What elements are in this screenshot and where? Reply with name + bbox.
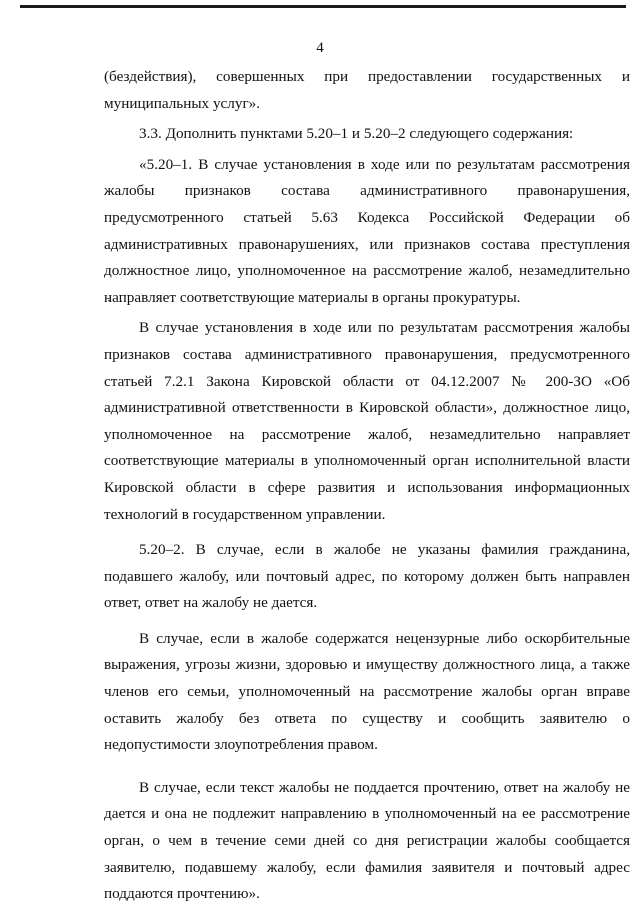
paragraph-unreadable-text: В случае, если текст жалобы не поддается прочтению, ответ на жалобу не дается и она не подлежит направлению в уполномоченный на ее рассмотрение орган, о чем в течение семи дней со дня регистрации жалобы сообщается заявителю, подавшему жалобу, если фамилия заявителя и почтовый адрес поддаются прочтению».: [104, 778, 630, 903]
top-border-line: [20, 5, 626, 8]
paragraph-5-20-2: 5.20–2. В случае, если в жалобе не указаны фамилия гражданина, подавшего жалобу, или почтовый адрес, по которому должен быть направлен ответ, ответ на жалобу не дается.: [104, 541, 630, 612]
paragraph-continuation: (бездействия), совершенных при предоставлении государственных и муниципальных услуг».: [104, 68, 630, 112]
paragraph-offensive-content: В случае, если в жалобе содержатся нецензурные либо оскорбительные выражения, угрозы жизни, здоровью и имуществу должностного лица, а также членов его семьи, уполномоченный на рассмотрение жалобы орган вправе оставить жалобу без ответа по существу и сообщить заявителю о недопустимости злоупотребления правом.: [104, 629, 630, 754]
paragraph-kirov-law: В случае установления в ходе или по результатам рассмотрения жалобы признаков состава административного правонарушения, предусмотренного статьей 7.2.1 Закона Кировской области от 04.12.2007 № 200-ЗО «Об административной ответственности в Кировской области», должностное лицо, уполномоченное на рассмотрение жалоб, незамедлительно направляет соответствующие материалы в уполномоченный орган исполнительной власти Кировской области в сфере развития и использования информационных технологий в государственном управлении.: [104, 319, 630, 523]
page-number: 4: [316, 40, 324, 56]
paragraph-5-20-1: «5.20–1. В случае установления в ходе или по результатам рассмотрения жалобы признаков состава административного правонарушения, предусмотренного статьей 5.63 Кодекса Российской Федерации об административных правонарушениях, или признаков состава преступления должностное лицо, уполномоченное на рассмотрение жалоб, незамедлительно направляет соответствующие материалы в органы прокуратуры.: [104, 155, 630, 306]
document-body: [104, 64, 630, 908]
paragraph-amendment-intro: 3.3. Дополнить пунктами 5.20–1 и 5.20–2 следующего содержания:: [139, 125, 574, 143]
